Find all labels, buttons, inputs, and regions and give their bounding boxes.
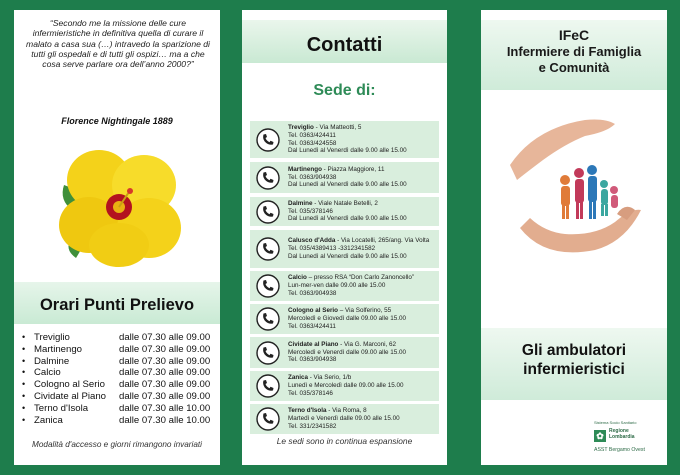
ifec-title-block bbox=[481, 20, 667, 90]
contact-address: - Via Matteotti, 5 bbox=[313, 123, 362, 131]
ifec-subtitle-line2: e Comunità bbox=[538, 60, 610, 75]
contact-card bbox=[250, 371, 439, 401]
contact-address: - Via G. Marconi, 62 bbox=[338, 340, 397, 348]
contact-address: - Viale Natale Betelli, 2 bbox=[312, 199, 378, 207]
list-item: • Cologno al Serio dalle 07.30 alle 09.00 bbox=[22, 379, 211, 391]
orari-title: Orari Punti Prelievo bbox=[14, 282, 220, 324]
quote-author: Florence Nightingale 1889 bbox=[61, 116, 173, 126]
contact-text bbox=[288, 374, 404, 398]
regione-lombardia-logo bbox=[594, 420, 664, 460]
ambulatori-line1: Gli ambulatori bbox=[521, 342, 627, 359]
contact-text bbox=[288, 124, 407, 155]
contact-card bbox=[250, 162, 439, 193]
contact-line: Mercoledì e Giovedì dalle 09.00 alle 15.00 bbox=[288, 315, 406, 323]
contact-address: - Via Locatelli, 265/ang. Via Volta bbox=[335, 237, 430, 245]
contact-text bbox=[288, 274, 414, 298]
contact-name: Martinengo bbox=[288, 165, 322, 173]
contact-address: - Piazza Maggiore, 11 bbox=[321, 165, 385, 173]
phone-icon bbox=[256, 237, 280, 261]
list-item: • Calcio dalle 07.30 alle 09.00 bbox=[22, 367, 211, 379]
contact-line: Tel. 0363/904938 bbox=[288, 289, 337, 297]
contact-line: Tel. 0363/424558 bbox=[288, 139, 337, 147]
contact-text bbox=[288, 237, 429, 261]
middle-panel bbox=[242, 10, 447, 465]
right-panel bbox=[481, 10, 667, 465]
contact-name: Cividate al Piano bbox=[288, 340, 339, 348]
contact-address: - Via Roma, 8 bbox=[326, 407, 367, 415]
phone-icon bbox=[256, 341, 280, 365]
logo-region: Regione Lombardia bbox=[609, 428, 635, 440]
contact-line: Tel. 0363/424411 bbox=[288, 322, 336, 330]
contact-line: Tel. 035/378146 bbox=[288, 389, 333, 397]
contact-line: Martedì e Venerdì dalle 09.00 alle 15.00 bbox=[288, 415, 400, 423]
list-item: • Zanica dalle 07.30 alle 10.00 bbox=[22, 414, 211, 426]
logo-asst: ASST Bergamo Ovest bbox=[594, 447, 645, 453]
contact-name: Terno d'Isola bbox=[288, 407, 327, 415]
phone-icon bbox=[256, 274, 280, 298]
contact-line: Tel. 331/2341582 bbox=[288, 422, 337, 430]
contact-text bbox=[288, 341, 406, 365]
orari-list bbox=[22, 332, 218, 426]
contact-line: Dal Lunedì al Venerdì dalle 9.00 alle 15.00 bbox=[288, 147, 407, 155]
list-item: • Dalmine dalle 07.30 alle 09.00 bbox=[22, 355, 211, 367]
contact-line: Dal Lunedì al Venerdì dalle 9.00 alle 15.00 bbox=[288, 252, 407, 260]
phone-icon bbox=[256, 374, 280, 398]
phone-icon bbox=[256, 128, 280, 152]
ambulatori-line2: infermieristici bbox=[523, 360, 625, 378]
contact-card bbox=[250, 197, 439, 226]
contact-card bbox=[250, 337, 439, 368]
contact-line: Tel. 0363/424411 bbox=[288, 131, 336, 139]
contact-text bbox=[288, 407, 400, 431]
list-item: • Martinengo dalle 07.30 alle 09.00 bbox=[22, 343, 211, 355]
contact-line: Tel. 035/4389413 -3312341582 bbox=[288, 245, 376, 253]
list-item: • Terno d'Isola dalle 07.30 alle 10.00 bbox=[22, 402, 211, 414]
contact-card bbox=[250, 404, 439, 434]
sedi-note: Le sedi sono in continua espansione bbox=[276, 436, 413, 446]
contact-name: Treviglio bbox=[288, 123, 314, 131]
contact-line: Tel. 035/378146 bbox=[288, 207, 333, 215]
contact-name: Cologno al Serio bbox=[288, 307, 339, 315]
contact-address: – Via Solferino, 55 bbox=[338, 307, 392, 315]
sede-label: Sede di: bbox=[313, 82, 376, 99]
contact-text bbox=[288, 307, 406, 331]
contact-line: Tel. 0363/904938 bbox=[288, 173, 337, 181]
contact-name: Calcio bbox=[288, 274, 307, 282]
rosa-camuna-icon: ✿ bbox=[594, 430, 606, 442]
contact-line: Dal Lunedì al Venerdì dalle 9.00 alle 15.00 bbox=[288, 181, 407, 189]
contact-name: Dalmine bbox=[288, 199, 313, 207]
contact-line: Dal Lunedì al Venerdì dalle 9.00 alle 15.00 bbox=[288, 215, 407, 223]
ambulatori-title bbox=[481, 328, 667, 400]
contact-text bbox=[288, 200, 407, 224]
hibiscus-flower-image bbox=[54, 140, 184, 270]
orari-note: Modalità d'accesso e giorni rimangono invariati bbox=[32, 440, 202, 449]
phone-icon bbox=[256, 407, 280, 431]
logo-small-text: Sistema Socio Sanitario bbox=[594, 420, 637, 425]
nightingale-quote: “Secondo me la missione delle cure infermieristiche in definitiva quella di curare il malato a casa sua (…) intravedo la sparizione di tutti gli ospedali e di tutti gli ospizi… ma a che cosa serve parlare ora dell’anno 2000?” bbox=[26, 18, 210, 70]
contact-card bbox=[250, 271, 439, 301]
contact-line: Mercoledì e Venerdì dalle 09.00 alle 15.00 bbox=[288, 348, 406, 356]
ifec-subtitle-line1: Infermiere di Famiglia bbox=[506, 44, 642, 59]
contact-name: Zanica bbox=[288, 374, 308, 382]
phone-icon bbox=[256, 166, 280, 190]
phone-icon bbox=[256, 200, 280, 224]
contact-line: Lun-mer-ven dalle 09.00 alle 15.00 bbox=[288, 282, 386, 290]
contact-line: Lunedì e Mercoledì dalle 09.00 alle 15.00 bbox=[288, 382, 404, 390]
contact-address: – presso RSA “Don Carlo Zanoncello” bbox=[306, 274, 415, 282]
phone-icon bbox=[256, 307, 280, 331]
contact-card bbox=[250, 121, 439, 158]
left-panel bbox=[14, 10, 220, 465]
contact-text bbox=[288, 166, 407, 190]
contact-card bbox=[250, 304, 439, 334]
contact-card bbox=[250, 230, 439, 268]
caring-hands-family-image bbox=[505, 110, 645, 260]
list-item: • Treviglio dalle 07.30 alle 09.00 bbox=[22, 332, 211, 343]
contatti-title: Contatti bbox=[242, 20, 447, 63]
contact-name: Calusco d'Adda bbox=[288, 237, 336, 245]
contact-address: - Via Serio, 1/b bbox=[307, 374, 352, 382]
contact-line: Tel. 0363/904938 bbox=[288, 356, 337, 364]
ifec-title: IFeC bbox=[558, 27, 590, 43]
list-item: • Cividate al Piano dalle 07.30 alle 09.00 bbox=[22, 390, 211, 402]
